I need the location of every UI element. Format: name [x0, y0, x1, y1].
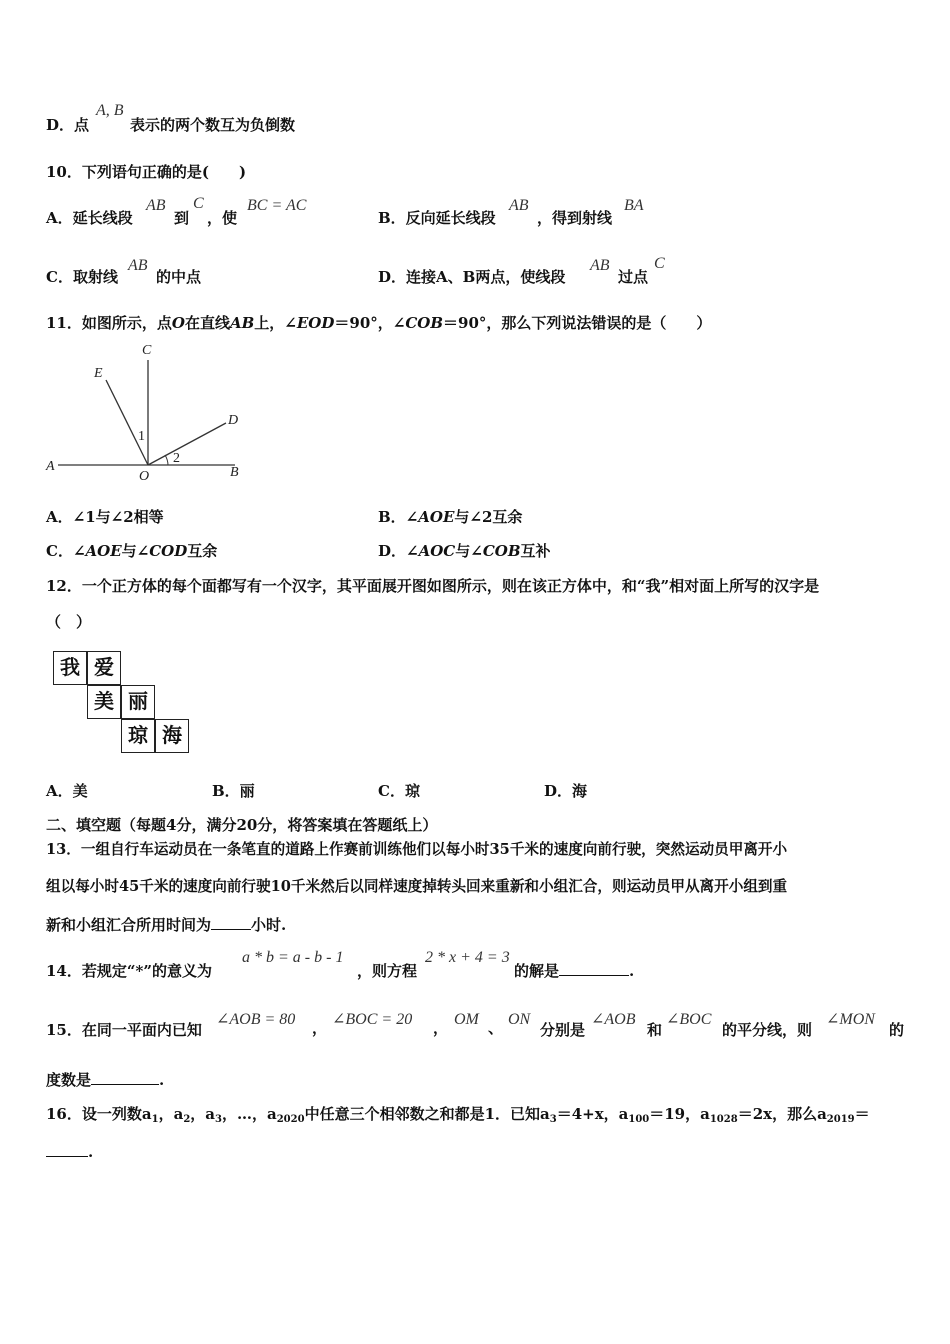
- q10-option-c-math1: AB: [128, 257, 148, 274]
- q9-option-d: [46, 115, 89, 135]
- q12-option-b: B．丽: [212, 782, 255, 800]
- q15-pre: 15．在同一平面内已知: [46, 1021, 202, 1039]
- label-a: A: [46, 459, 55, 474]
- q12-option-d: D．海: [544, 782, 588, 800]
- q9-option-d-text: 表示的两个数互为负倒数: [130, 116, 296, 134]
- q11-angle-figure: [40, 340, 260, 490]
- q10-option-c-text2: 的中点: [156, 268, 202, 286]
- q13-line-2: 组以每小时45千米的速度向前行驶10千米然后以同样速度掉转头回来重新和小组汇合，则运动员甲从离开小组到重: [46, 878, 788, 895]
- ray-od: [148, 423, 226, 465]
- q13-line-3: 新和小组汇合所用时间为 小时.: [46, 916, 287, 934]
- q15-sep-2: ，: [433, 1019, 449, 1037]
- q16-answer-blank[interactable]: [46, 1142, 88, 1157]
- section-2-title: 二、填空题（每题4分，满分20分，将答案填在答题纸上）: [46, 816, 438, 834]
- q14-post: 的解是 .: [514, 962, 635, 980]
- q12-stem: 12．一个正方体的每个面都写有一个汉字，其平面展开图如图所示，则在该正方体中，和“我”相对面上所写的汉字是: [46, 577, 820, 595]
- q15-line-2: 度数是 .: [46, 1071, 165, 1089]
- q10-option-b-label: B．反向延长线段: [378, 209, 496, 227]
- q12-stem-paren: （ ）: [46, 613, 92, 631]
- q14-pre: 14．若规定“*”的意义为: [46, 962, 212, 980]
- q14-math-1: a * b = a - b - 1: [242, 949, 344, 966]
- q10-option-a-label: A．延长线段: [46, 209, 133, 227]
- ray-oe: [106, 380, 148, 465]
- label-o: O: [139, 469, 150, 484]
- q13-answer-blank[interactable]: [211, 915, 251, 930]
- q10-option-c-label: C．取射线: [46, 268, 118, 286]
- q12-option-c: C．琼: [378, 782, 420, 800]
- q16-line-2: .: [46, 1142, 93, 1162]
- q13-line-1: 13．一组自行车运动员在一条笔直的道路上作赛前训练他们以每小时35千米的速度向前行驶，突然运动员甲离开小: [46, 841, 788, 858]
- net-cell-4: 丽: [121, 685, 155, 719]
- q10-option-a-text3: ，使: [207, 209, 238, 227]
- q9-option-d-math: A, B: [96, 102, 124, 119]
- label-b: B: [230, 465, 239, 480]
- label-angle-2: 2: [173, 451, 180, 466]
- net-cell-3: 美: [87, 685, 121, 719]
- q15-sep-3: 、: [488, 1019, 504, 1037]
- q15-math-om: OM: [454, 1011, 479, 1028]
- q11-stem: 11．如图所示，点O在直线AB上，∠EOD＝90°，∠COB＝90°，那么下列说法错误的是（ ）: [46, 314, 712, 332]
- q9-option-d-label: D．点: [46, 116, 90, 134]
- q15-answer-blank[interactable]: [91, 1070, 159, 1085]
- q15-math-mon: ∠MON: [826, 1011, 875, 1028]
- q10-option-d-label: D．连接A、B两点，使线段: [378, 268, 566, 286]
- q15-text-4: 的: [889, 1021, 905, 1039]
- q10-option-d-math2: C: [654, 255, 665, 272]
- q15-math-boc: ∠BOC = 20: [332, 1011, 413, 1028]
- q15-math-on: ON: [508, 1011, 531, 1028]
- net-cell-1: 我: [53, 651, 87, 685]
- label-e: E: [94, 366, 103, 381]
- q10-option-b-text2: ，得到射线: [537, 209, 613, 227]
- net-cell-6: 海: [155, 719, 189, 753]
- angle-arc-2: [165, 455, 168, 465]
- q15-sep-1: ，: [312, 1019, 328, 1037]
- cube-net: [53, 651, 193, 755]
- q14-mid: ，则方程: [357, 962, 418, 980]
- q10-option-a-math2: C: [193, 195, 204, 212]
- q15-math-boc-2: ∠BOC: [666, 1011, 712, 1028]
- label-d: D: [228, 413, 239, 428]
- q10-option-a-text2: 到: [174, 209, 190, 227]
- q10-option-d-text2: 过点: [618, 268, 649, 286]
- q10-option-b-math2: BA: [624, 197, 644, 214]
- q14-math-2: 2 * x + 4 = 3: [425, 949, 510, 966]
- q15-text-2: 和: [647, 1021, 663, 1039]
- label-c: C: [142, 343, 152, 358]
- q15-text-1: 分别是: [540, 1021, 586, 1039]
- q10-option-a-math3: BC = AC: [247, 197, 307, 214]
- q15-math-aob: ∠AOB = 80: [216, 1011, 296, 1028]
- net-cell-5: 琼: [121, 719, 155, 753]
- q14-answer-blank[interactable]: [559, 961, 629, 976]
- q15-text-3: 的平分线，则: [722, 1021, 813, 1039]
- q10-stem: 10．下列语句正确的是( ): [46, 163, 247, 181]
- q10-option-b-math1: AB: [509, 197, 529, 214]
- q16-line-1: 16．设一列数$a_1$，$a_2$，$a_3$，…，$a_{2020}$中任意三个相邻数之和都是1．已知$a_3=4+x$，$a_{100}=19$，$a_{1028}=2x$，那么$a_{2019}=$: [46, 1105, 870, 1125]
- q12-option-a: A．美: [46, 782, 88, 800]
- q11-option-b: B．∠AOE与∠2互余: [378, 508, 523, 526]
- net-cell-2: 爱: [87, 651, 121, 685]
- q15-math-aob-2: ∠AOB: [591, 1011, 636, 1028]
- q10-option-a-math1: AB: [146, 197, 166, 214]
- q11-option-a: A．∠1与∠2相等: [46, 508, 164, 526]
- q11-option-c: C．∠AOE与∠COD互余: [46, 542, 218, 560]
- q11-option-d: D．∠AOC与∠COB互补: [378, 542, 551, 560]
- q10-option-d-math1: AB: [590, 257, 610, 274]
- label-angle-1: 1: [138, 429, 145, 444]
